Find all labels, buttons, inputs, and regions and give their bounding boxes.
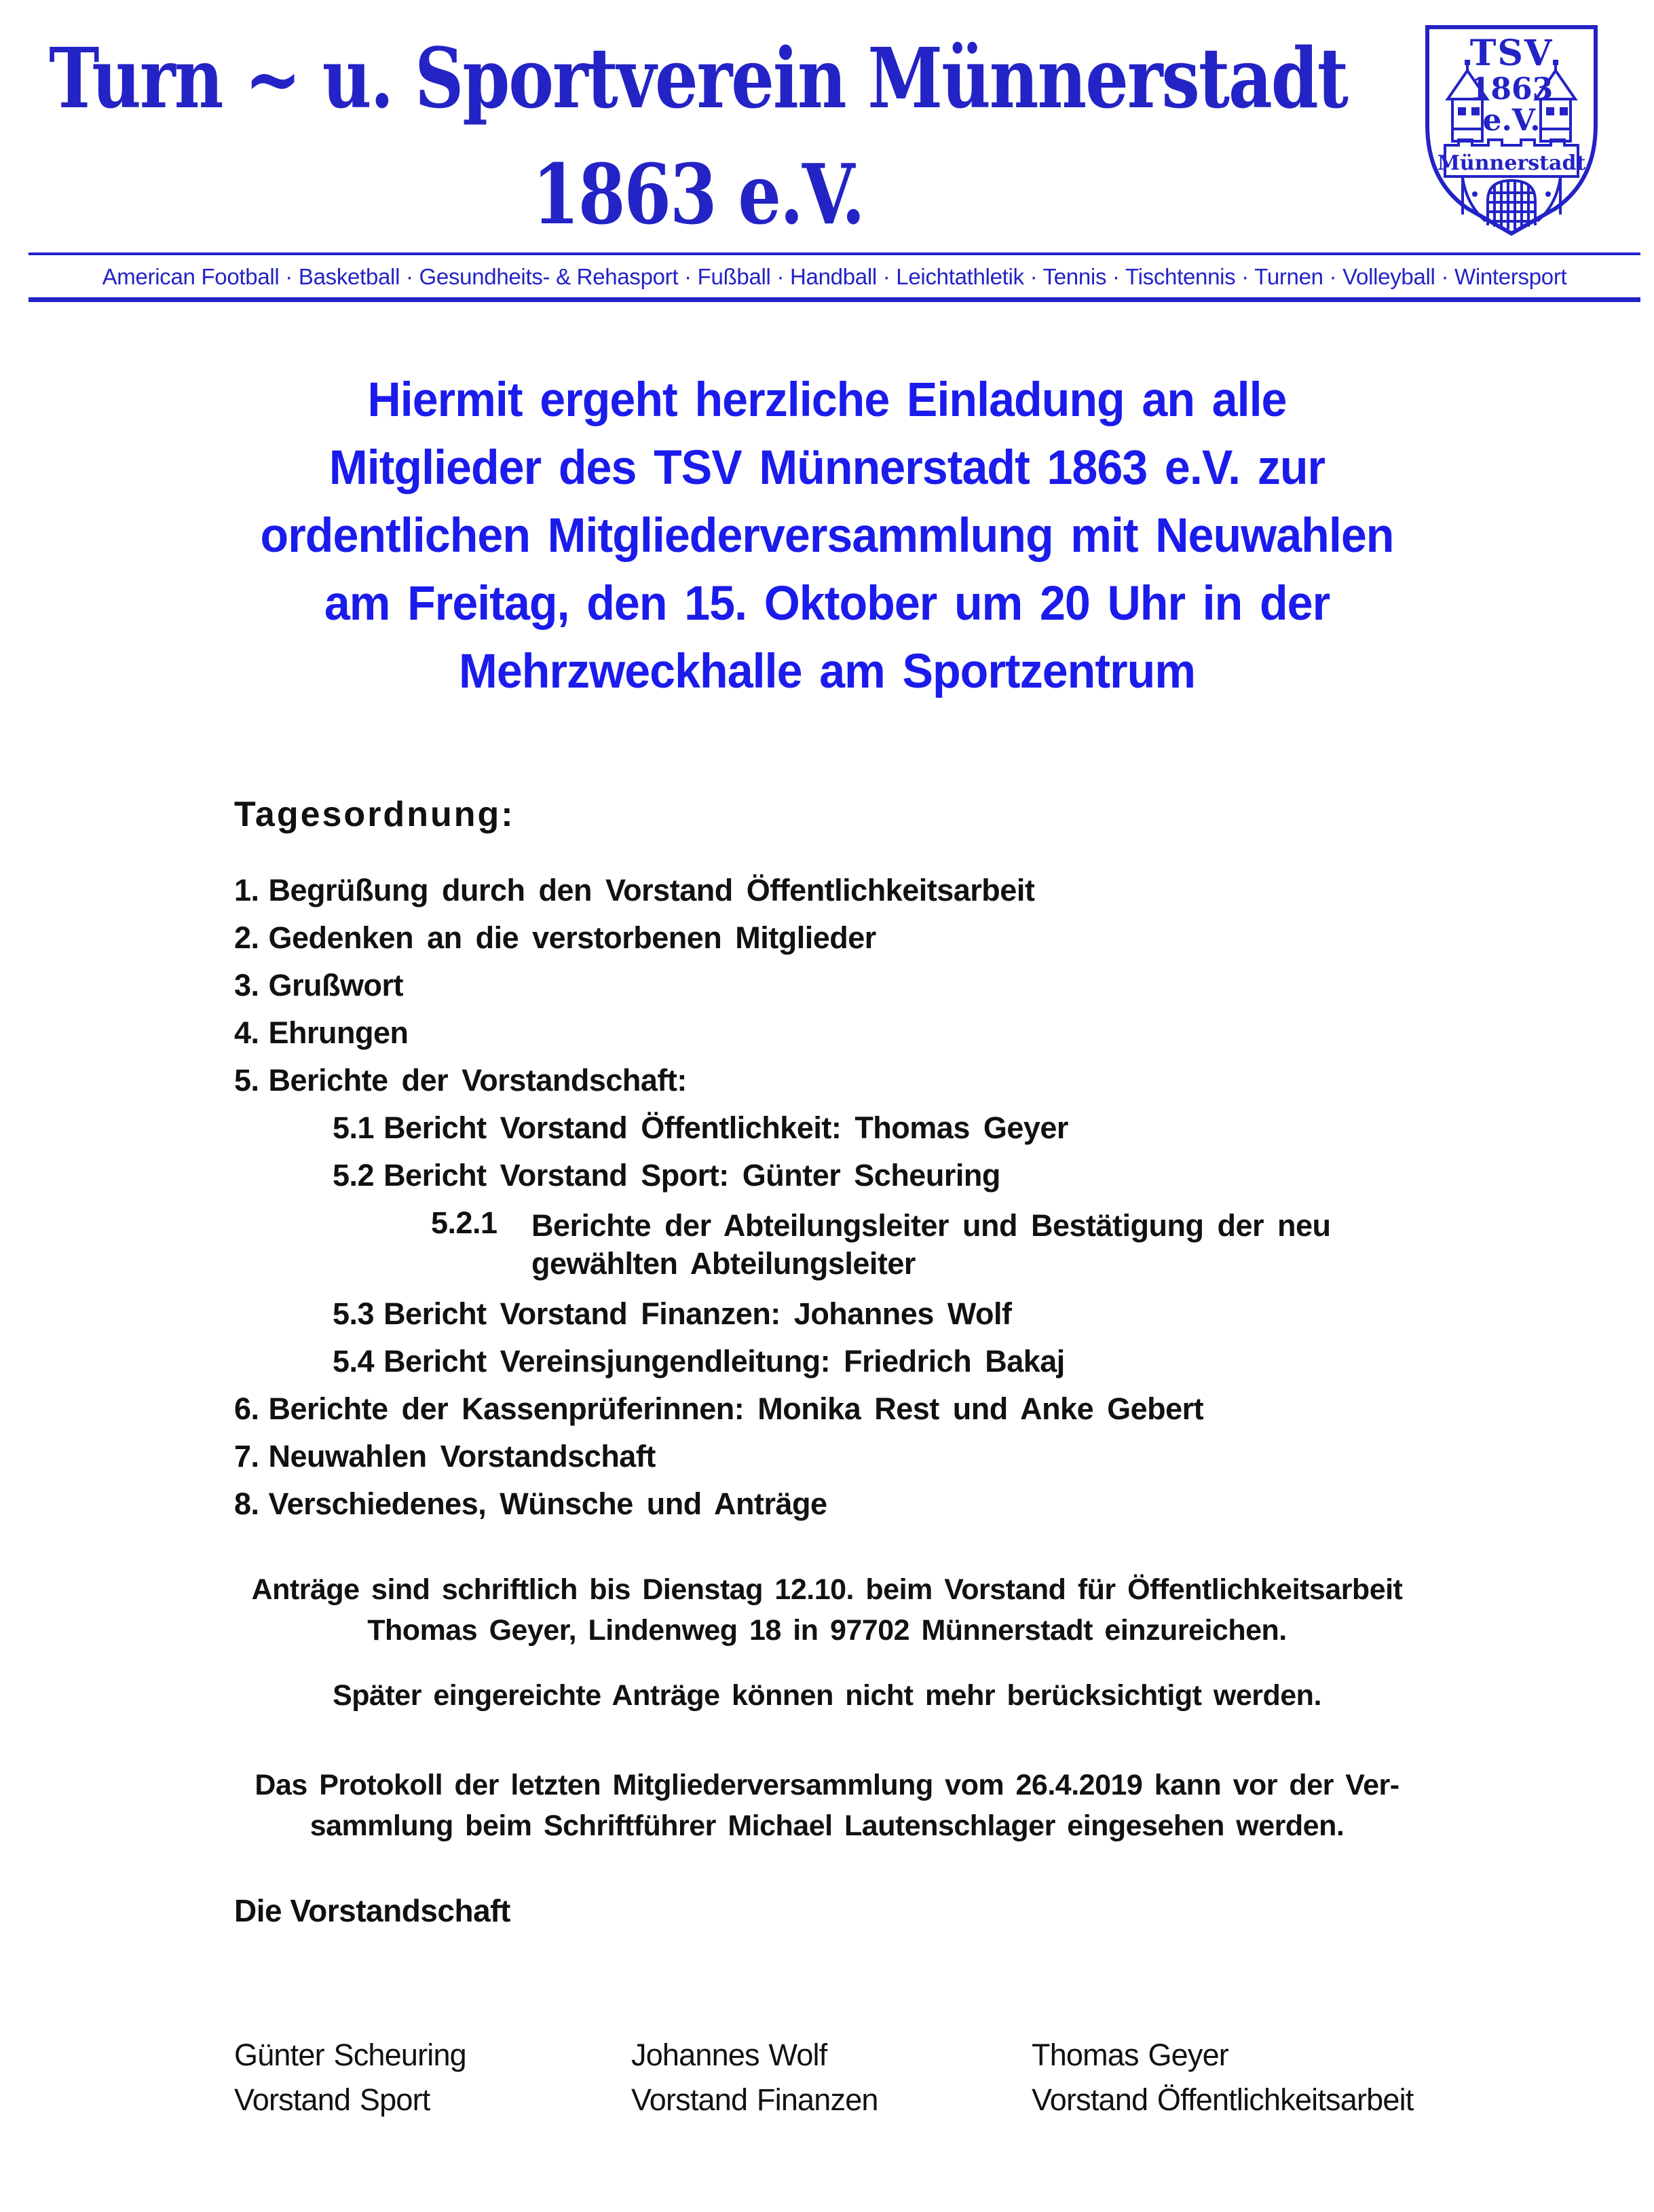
agenda-item-5-3	[333, 1298, 1654, 1330]
agenda-item-number: 5.2.1	[431, 1205, 497, 1240]
invitation-line: Mitglieder des TSV Münnerstadt 1863 e.V. zur	[328, 441, 1326, 495]
agenda-item-3	[234, 969, 1654, 1002]
invitation-line: Hiermit ergeht herzliche Einladung an alle	[367, 373, 1287, 427]
agenda-item-number: 7.	[234, 1439, 259, 1474]
agenda-item-text: Grußwort	[268, 968, 404, 1002]
agenda-item-text: Gedenken an die verstorbenen Mitglieder	[268, 920, 876, 955]
agenda-item-number: 5.	[234, 1063, 259, 1098]
signature-block-oeffentlichkeit	[1032, 2038, 1654, 2118]
agenda-item-number: 1.	[234, 873, 259, 907]
signature-role: Vorstand Finanzen	[631, 2082, 878, 2117]
protokoll-note	[0, 1765, 1654, 1846]
antrag-late-note: Später eingereichte Anträge können nicht mehr berücksichtigt werden.	[333, 1679, 1321, 1712]
letter-body	[0, 367, 1654, 2118]
club-title-line2: 1863 e.V.	[532, 145, 864, 244]
invitation-line: ordentlichen Mitgliederversammlung mit Neuwahlen	[260, 509, 1394, 563]
agenda-item-6	[234, 1393, 1654, 1425]
signature-block-finanzen	[631, 2038, 1032, 2118]
agenda-item-4	[234, 1017, 1654, 1049]
antrag-note-line1: Anträge sind schriftlich bis Dienstag 12.10. beim Vorstand für Öffentlichkeitsarbeit	[251, 1573, 1403, 1606]
agenda-item-text: Bericht Vorstand Sport: Günter Scheuring	[383, 1158, 1000, 1193]
agenda-item-text-line1: Berichte der Abteilungsleiter und Bestätigung der neu	[531, 1208, 1331, 1243]
agenda-item-text: Neuwahlen Vorstandschaft	[268, 1439, 656, 1474]
agenda-item-text: Bericht Vorstand Finanzen: Johannes Wolf	[383, 1296, 1012, 1331]
agenda-item-number: 2.	[234, 920, 259, 955]
agenda-item-8	[234, 1488, 1654, 1520]
agenda-item-text: Bericht Vereinsjungendleitung: Friedrich Bakaj	[383, 1344, 1065, 1379]
agenda-item-5	[234, 1064, 1654, 1097]
agenda-item-5-1	[333, 1112, 1654, 1144]
club-title	[14, 20, 1383, 252]
agenda-item-2	[234, 922, 1654, 954]
crest-ev-text: e.V.	[1482, 103, 1541, 138]
agenda-item-text: Bericht Vorstand Öffentlichkeit: Thomas Geyer	[383, 1110, 1068, 1145]
agenda-item-7	[234, 1440, 1654, 1473]
signature-row	[234, 2038, 1654, 2118]
agenda-item-text	[531, 1207, 1330, 1283]
protokoll-note-line2: sammlung beim Schriftführer Michael Lautenschlager eingesehen werden.	[309, 1810, 1345, 1842]
agenda-item-number: 5.4	[333, 1344, 375, 1379]
agenda-item-text: Berichte der Kassenprüferinnen: Monika Rest und Anke Gebert	[268, 1391, 1204, 1426]
agenda-item-5-2-1	[431, 1207, 1654, 1283]
signature-role: Vorstand Sport	[234, 2082, 430, 2117]
agenda-item-number: 5.3	[333, 1296, 375, 1331]
crest-portcullis	[1463, 178, 1560, 229]
crest-banner-text: Münnerstadt	[1437, 151, 1586, 175]
agenda-item-5-4	[333, 1345, 1654, 1378]
agenda-item-text: Ehrungen	[268, 1015, 409, 1050]
invitation-headline	[33, 367, 1621, 706]
protokoll-note-line1: Das Protokoll der letzten Mitgliederversammlung vom 26.4.2019 kann vor der Ver-	[255, 1769, 1399, 1801]
agenda-item-text: Begrüßung durch den Vorstand Öffentlichkeitsarbeit	[268, 873, 1035, 907]
club-title-line1: Turn ~ u. Sportverein Münnerstadt	[49, 29, 1347, 128]
antrag-note	[0, 1569, 1654, 1716]
agenda-item-1	[234, 874, 1654, 907]
signature-name: Johannes Wolf	[631, 2038, 827, 2072]
agenda-item-text: Berichte der Vorstandschaft:	[268, 1063, 687, 1098]
signature-name: Günter Scheuring	[234, 2038, 466, 2072]
agenda-item-5-2	[333, 1159, 1654, 1192]
antrag-note-line2: Thomas Geyer, Lindenweg 18 in 97702 Münnerstadt einzureichen.	[367, 1614, 1287, 1647]
agenda-section	[234, 794, 1654, 1520]
crest-banner	[1437, 140, 1586, 176]
agenda-item-number: 8.	[234, 1486, 259, 1521]
signature-role: Vorstand Öffentlichkeitsarbeit	[1032, 2082, 1414, 2117]
agenda-item-number: 6.	[234, 1391, 259, 1426]
agenda-item-text-line2: gewählten Abteilungsleiter	[531, 1246, 916, 1281]
agenda-item-number: 3.	[234, 968, 259, 1002]
invitation-line: am Freitag, den 15. Oktober um 20 Uhr in der	[324, 577, 1330, 631]
agenda-item-number: 5.1	[333, 1110, 375, 1145]
agenda-heading: Tagesordnung:	[234, 795, 515, 834]
invitation-line: Mehrzweckhalle am Sportzentrum	[459, 645, 1195, 698]
agenda-item-text: Verschiedenes, Wünsche und Anträge	[268, 1486, 827, 1521]
club-crest	[1422, 23, 1601, 239]
signature-block-sport	[234, 2038, 631, 2118]
crest-tsv-text: TSV	[1469, 33, 1554, 74]
closing-line: Die Vorstandschaft	[234, 1893, 510, 1928]
signature-name: Thomas Geyer	[1032, 2038, 1228, 2072]
agenda-item-number: 4.	[234, 1015, 259, 1050]
crest-year-text: 1863	[1469, 72, 1554, 107]
sports-list-bar	[29, 252, 1640, 302]
agenda-item-number: 5.2	[333, 1158, 375, 1193]
sports-list-text: American Football · Basketball · Gesundheits- & Rehasport · Fußball · Handball · Leichtathletik · Tennis · Tischtennis · Turnen · Volleyball · Wintersport	[102, 264, 1567, 289]
